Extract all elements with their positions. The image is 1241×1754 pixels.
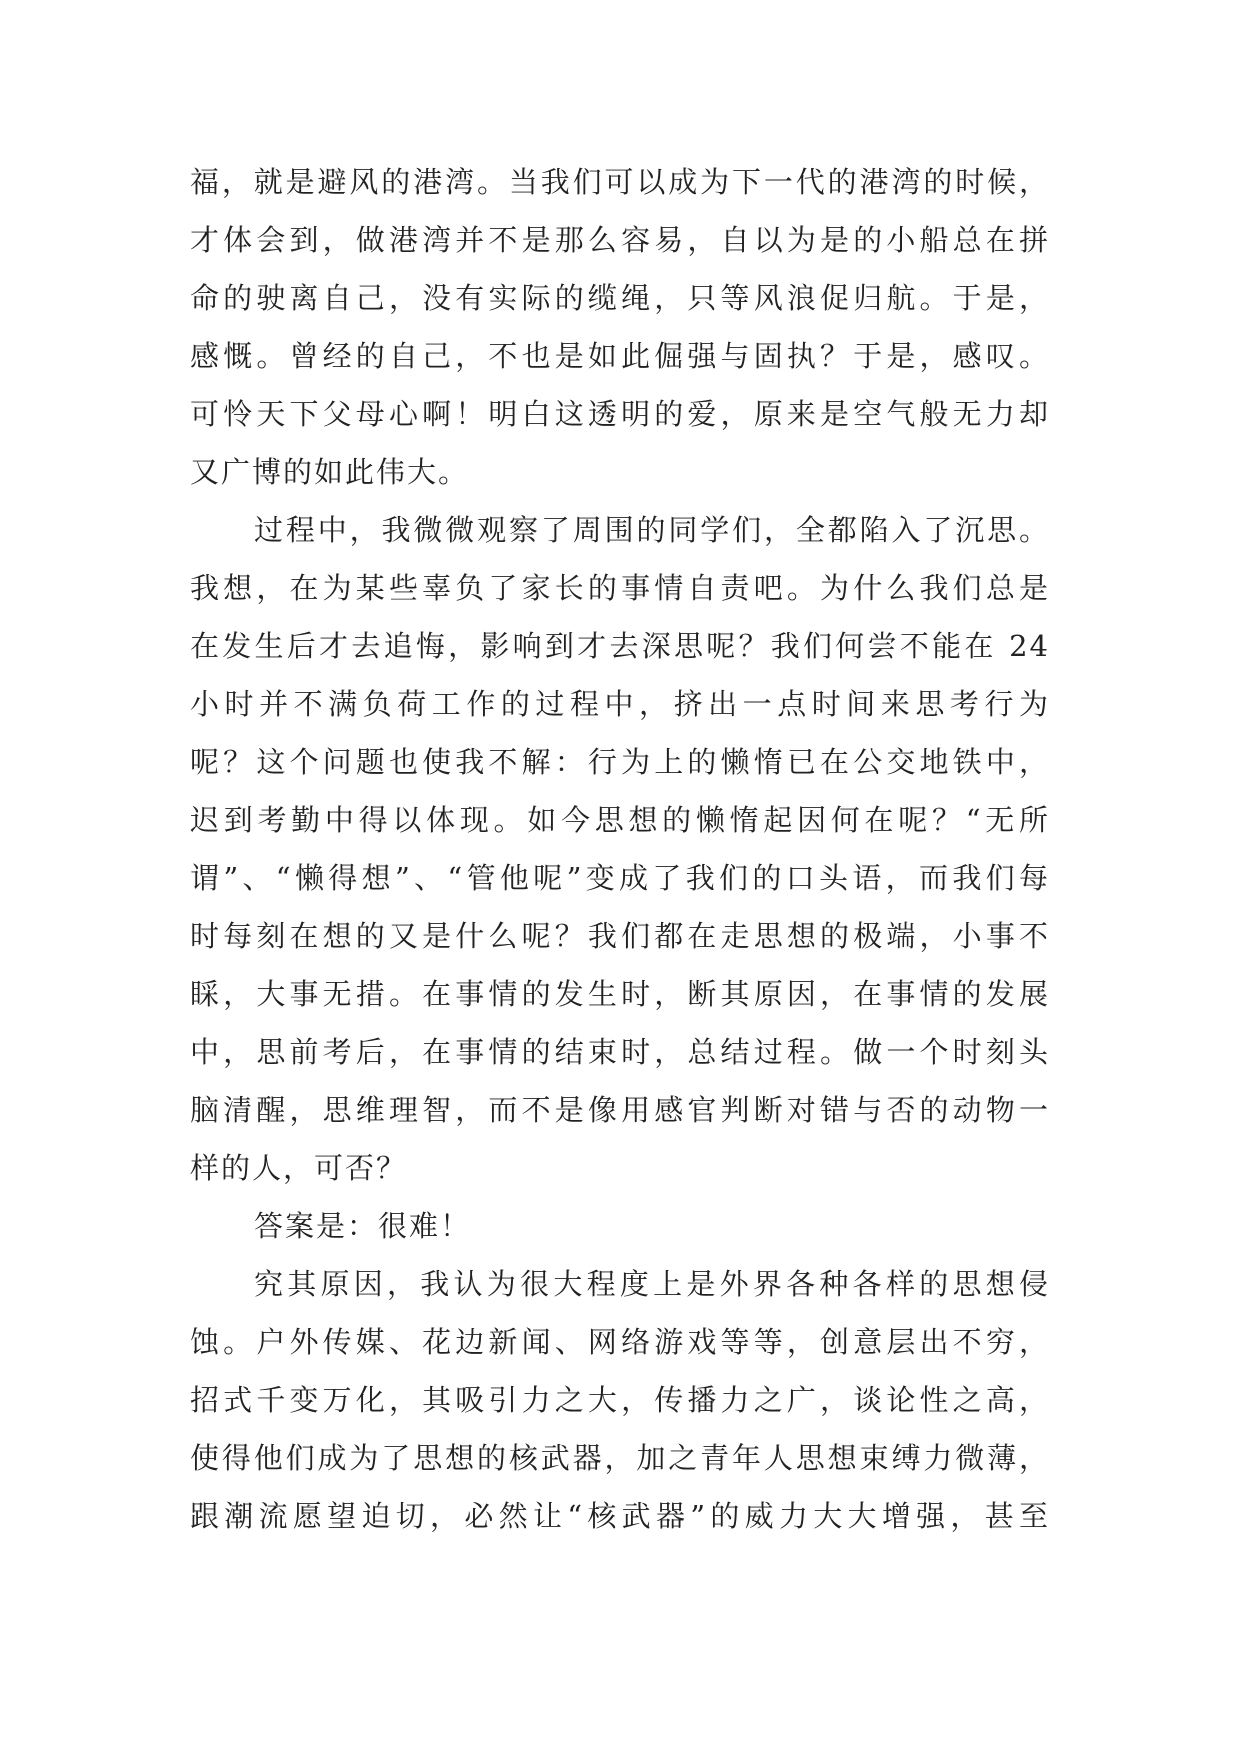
text-line: 脑清醒，思维理智，而不是像用感官判断对错与否的动物一	[190, 1093, 1050, 1127]
text-line: 迟到考勤中得以体现。如今思想的懒惰起因何在呢？“无所	[190, 803, 1050, 837]
text-line: 究其原因，我认为很大程度上是外界各种各样的思想侵	[254, 1267, 1050, 1301]
text-line: 才体会到，做港湾并不是那么容易，自以为是的小船总在拼	[190, 223, 1050, 257]
text-line: 又广博的如此伟大。	[190, 455, 470, 489]
text-line: 我想，在为某些辜负了家长的事情自责吧。为什么我们总是	[190, 571, 1050, 605]
text-line: 招式千变万化，其吸引力之大，传播力之广，谈论性之高，	[190, 1383, 1050, 1417]
text-line: 可怜天下父母心啊！明白这透明的爱，原来是空气般无力却	[190, 397, 1050, 431]
text-line: 感慨。曾经的自己，不也是如此倔强与固执？于是，感叹。	[190, 339, 1050, 373]
text-line: 使得他们成为了思想的核武器，加之青年人思想束缚力微薄，	[190, 1441, 1050, 1475]
text-line: 福，就是避风的港湾。当我们可以成为下一代的港湾的时候，	[190, 165, 1050, 199]
text-line: 中，思前考后，在事情的结束时，总结过程。做一个时刻头	[190, 1035, 1050, 1069]
text-line: 答案是：很难！	[254, 1209, 472, 1243]
text-line: 样的人，可否？	[190, 1151, 408, 1185]
text-line: 蚀。户外传媒、花边新闻、网络游戏等等，创意层出不穷，	[190, 1325, 1050, 1359]
text-line: 在发生后才去追悔，影响到才去深思呢？我们何尝不能在 24	[190, 629, 1050, 663]
text-line: 过程中，我微微观察了周围的同学们，全都陷入了沉思。	[254, 513, 1050, 547]
text-line: 呢？这个问题也使我不解：行为上的懒惰已在公交地铁中，	[190, 745, 1050, 779]
text-line: 跟潮流愿望迫切，必然让“核武器”的威力大大增强，甚至	[190, 1499, 1050, 1533]
text-line: 谓”、“懒得想”、“管他呢”变成了我们的口头语，而我们每	[190, 861, 1050, 895]
text-line: 时每刻在想的又是什么呢？我们都在走思想的极端，小事不	[190, 919, 1050, 953]
text-line: 命的驶离自己，没有实际的缆绳，只等风浪促归航。于是，	[190, 281, 1050, 315]
text-line: 睬，大事无措。在事情的发生时，断其原因，在事情的发展	[190, 977, 1050, 1011]
text-line: 小时并不满负荷工作的过程中，挤出一点时间来思考行为	[190, 687, 1050, 721]
body-text	[190, 153, 1050, 1545]
